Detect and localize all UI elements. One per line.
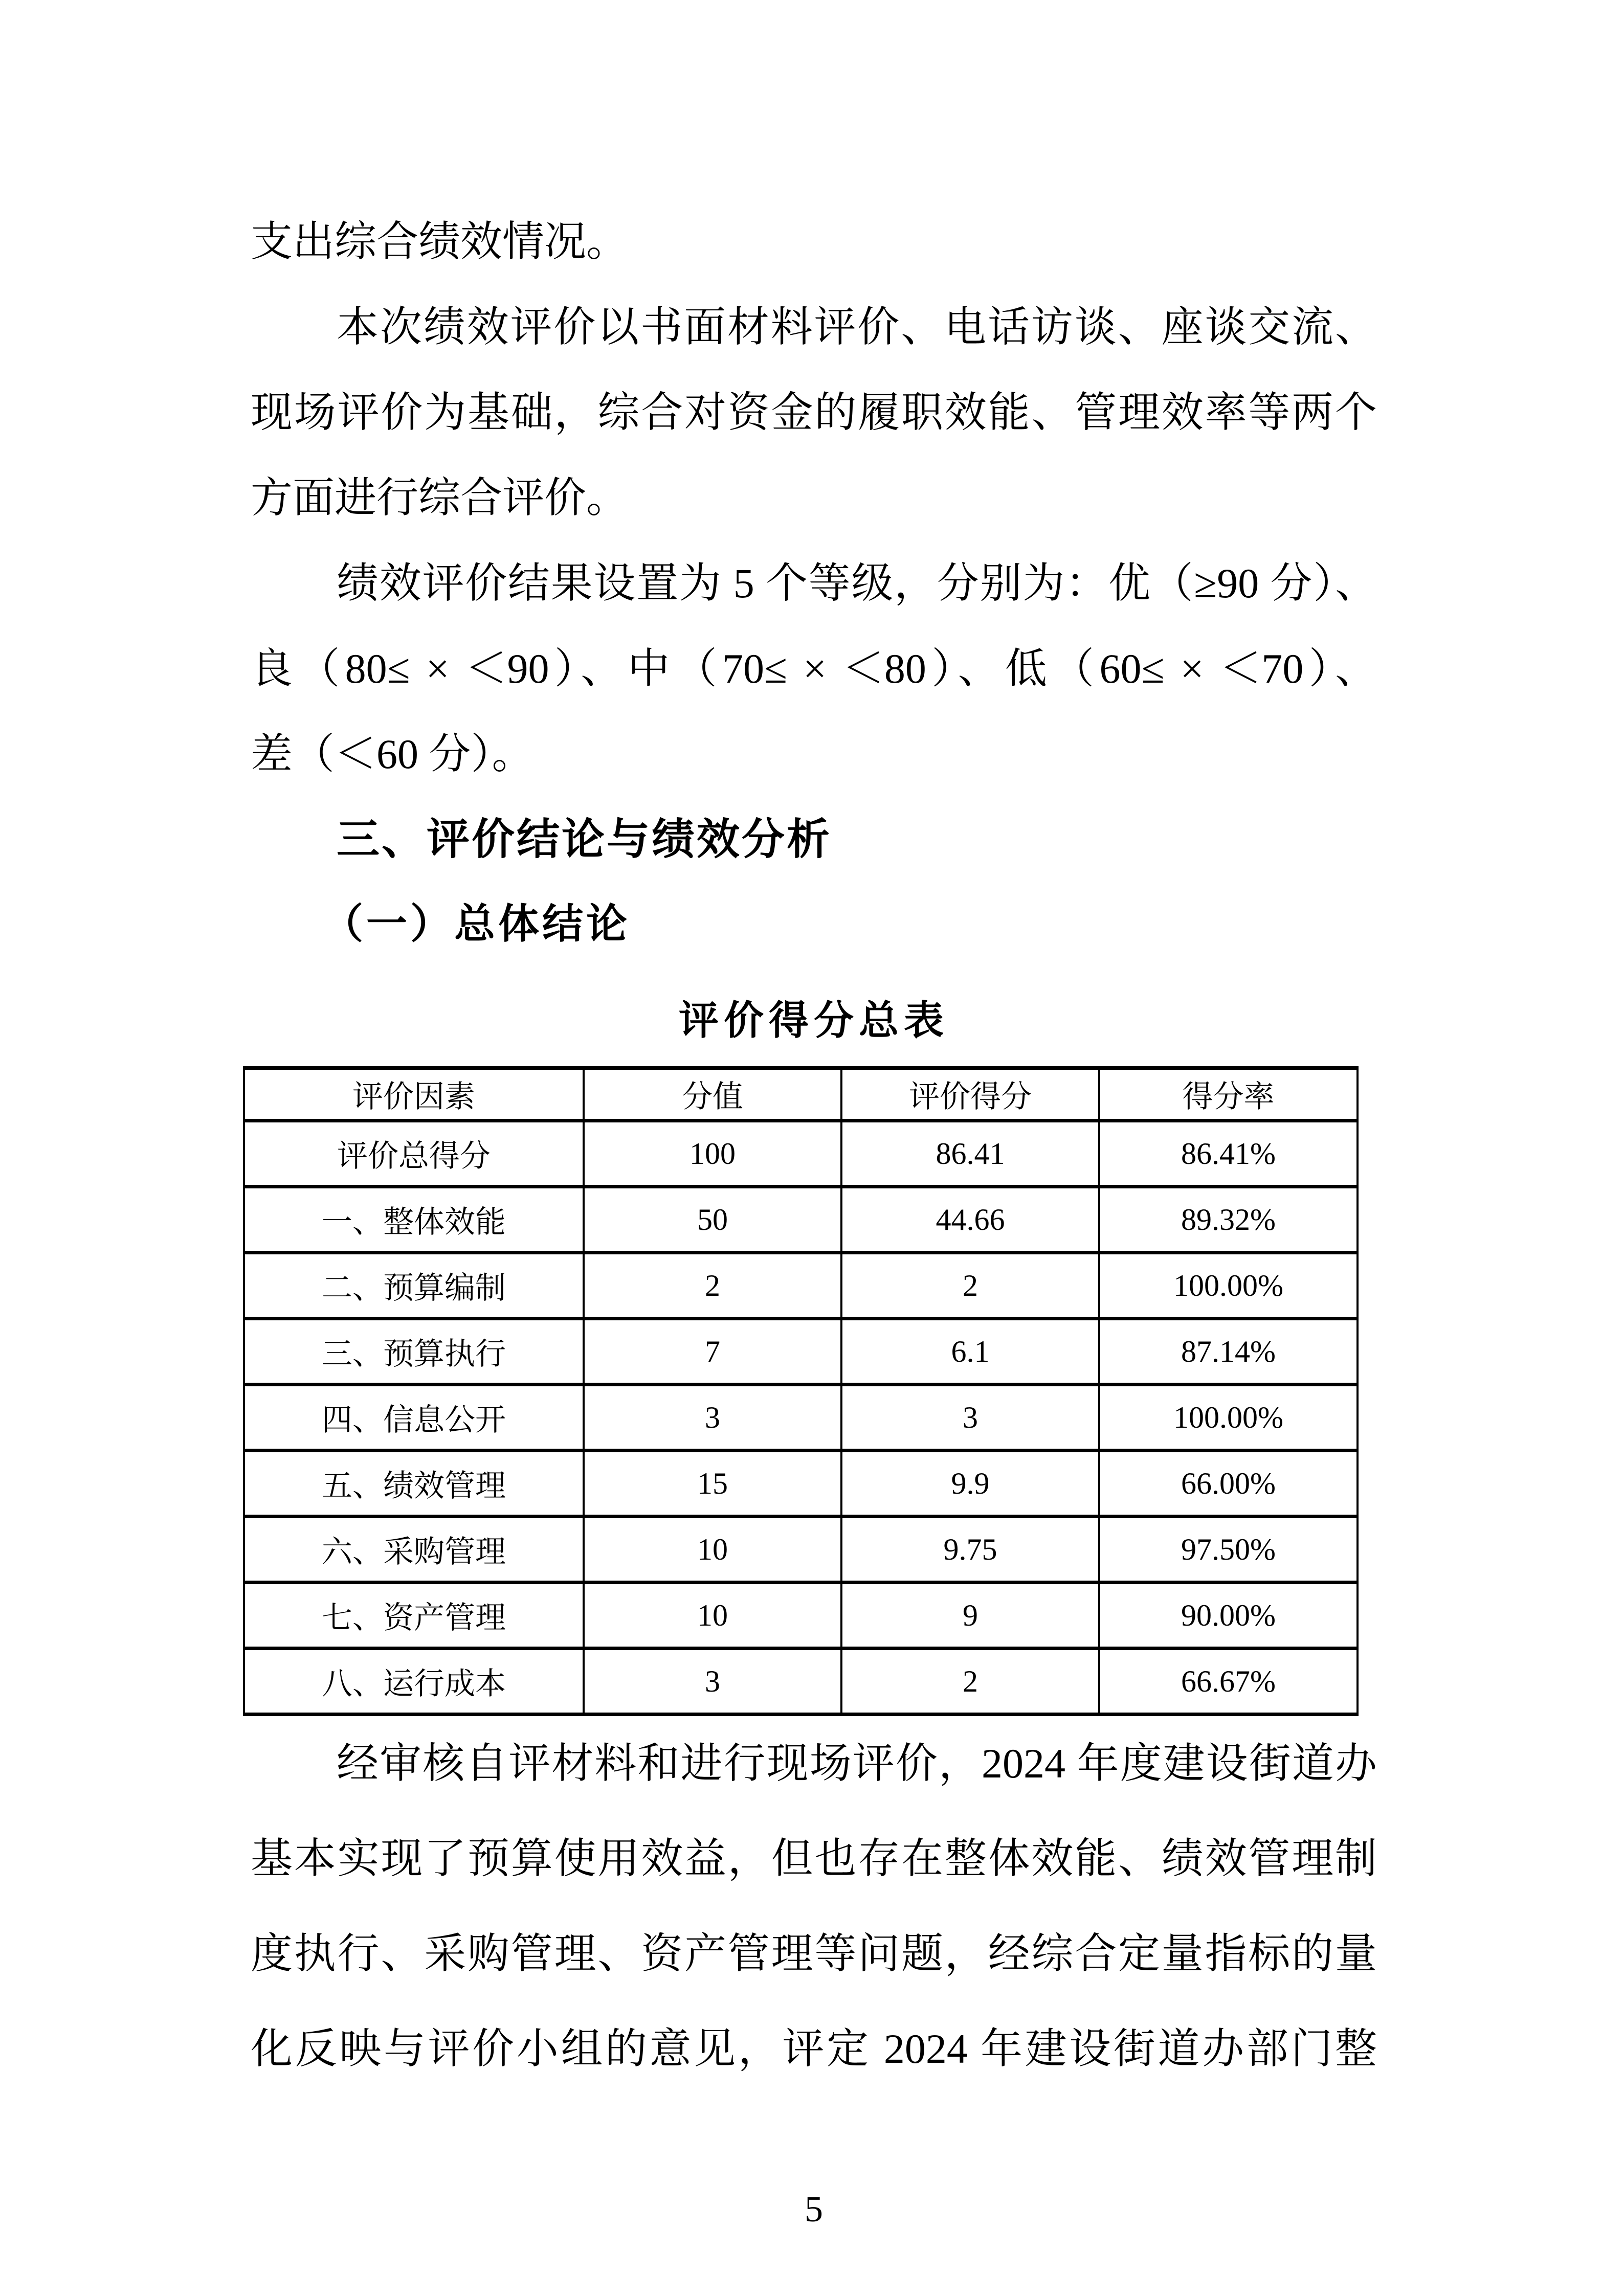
paragraph-line: 方面进行综合评价。 [251,475,629,521]
cell-rate: 90.00% [1099,1583,1358,1649]
paragraph-conclusion [251,1716,1377,2097]
section-heading: 三、评价结论与绩效分析 [337,815,832,863]
cell-rate: 100.00% [1099,1385,1358,1451]
cell-factor: 五、绩效管理 [244,1451,584,1517]
cell-score: 2 [841,1253,1099,1319]
paragraph-line: 经审核自评材料和进行现场评价，2024 年度建设街道办 [337,1740,1377,1787]
cell-rate: 89.32% [1099,1187,1358,1253]
page-number: 5 [805,2189,823,2230]
table-title: 评价得分总表 [678,998,949,1043]
paragraph-line: 基本实现了预算使用效益，但也存在整体效能、绩效管理制 [251,1835,1377,1882]
cell-max: 10 [584,1583,841,1649]
table-row [244,1583,1358,1649]
cell-score: 9.75 [841,1517,1099,1583]
cell-factor: 评价总得分 [244,1121,584,1187]
cell-score: 3 [841,1385,1099,1451]
table-row [244,1187,1358,1253]
cell-factor: 七、资产管理 [244,1583,584,1649]
cell-max: 10 [584,1517,841,1583]
paragraph-line: 化反映与评价小组的意见，评定 2024 年建设街道办部门整 [251,2025,1377,2072]
table-header-row [244,1068,1358,1121]
cell-rate: 97.50% [1099,1517,1358,1583]
cell-max: 2 [584,1253,841,1319]
paragraph-line: 支出综合绩效情况。 [251,218,629,265]
cell-max: 100 [584,1121,841,1187]
cell-factor: 四、信息公开 [244,1385,584,1451]
cell-score: 9 [841,1583,1099,1649]
paragraph-line: 度执行、采购管理、资产管理等问题，经综合定量指标的量 [251,1930,1377,1977]
cell-score: 86.41 [841,1121,1099,1187]
cell-factor: 三、预算执行 [244,1319,584,1385]
paragraph-grading-scale [251,541,1377,797]
score-table-container [243,1066,1356,1716]
cell-max: 15 [584,1451,841,1517]
cell-score: 44.66 [841,1187,1099,1253]
score-summary-table [243,1066,1359,1716]
table-row [244,1517,1358,1583]
table-row [244,1385,1358,1451]
table-row [244,1121,1358,1187]
table-row [244,1451,1358,1517]
paragraph-line: 良（80≤ × ＜90）、中（70≤ × ＜80）、低（60≤ × ＜70）、 [251,645,1377,692]
cell-factor: 一、整体效能 [244,1187,584,1253]
table-row [244,1649,1358,1715]
column-header-factor: 评价因素 [244,1068,584,1121]
cell-max: 7 [584,1319,841,1385]
cell-score: 6.1 [841,1319,1099,1385]
paragraph-line: 差（＜60 分）。 [251,731,534,777]
paragraph-line: 绩效评价结果设置为 5 个等级，分别为：优（≥90 分）、 [337,560,1377,606]
cell-max: 3 [584,1649,841,1715]
cell-factor: 六、采购管理 [244,1517,584,1583]
cell-rate: 86.41% [1099,1121,1358,1187]
subsection-heading: （一）总体结论 [322,902,630,947]
paragraph-methods [251,284,1377,541]
column-header-score: 评价得分 [841,1068,1099,1121]
cell-score: 9.9 [841,1451,1099,1517]
cell-rate: 66.00% [1099,1451,1358,1517]
table-row [244,1319,1358,1385]
paragraph-line: 本次绩效评价以书面材料评价、电话访谈、座谈交流、 [337,304,1377,350]
table-row [244,1253,1358,1319]
paragraph-line: 现场评价为基础，综合对资金的履职效能、管理效率等两个 [251,389,1377,436]
cell-rate: 66.67% [1099,1649,1358,1715]
column-header-rate: 得分率 [1099,1068,1358,1121]
cell-factor: 八、运行成本 [244,1649,584,1715]
cell-factor: 二、预算编制 [244,1253,584,1319]
cell-max: 3 [584,1385,841,1451]
cell-max: 50 [584,1187,841,1253]
cell-score: 2 [841,1649,1099,1715]
cell-rate: 100.00% [1099,1253,1358,1319]
column-header-max: 分值 [584,1068,841,1121]
cell-rate: 87.14% [1099,1319,1358,1385]
